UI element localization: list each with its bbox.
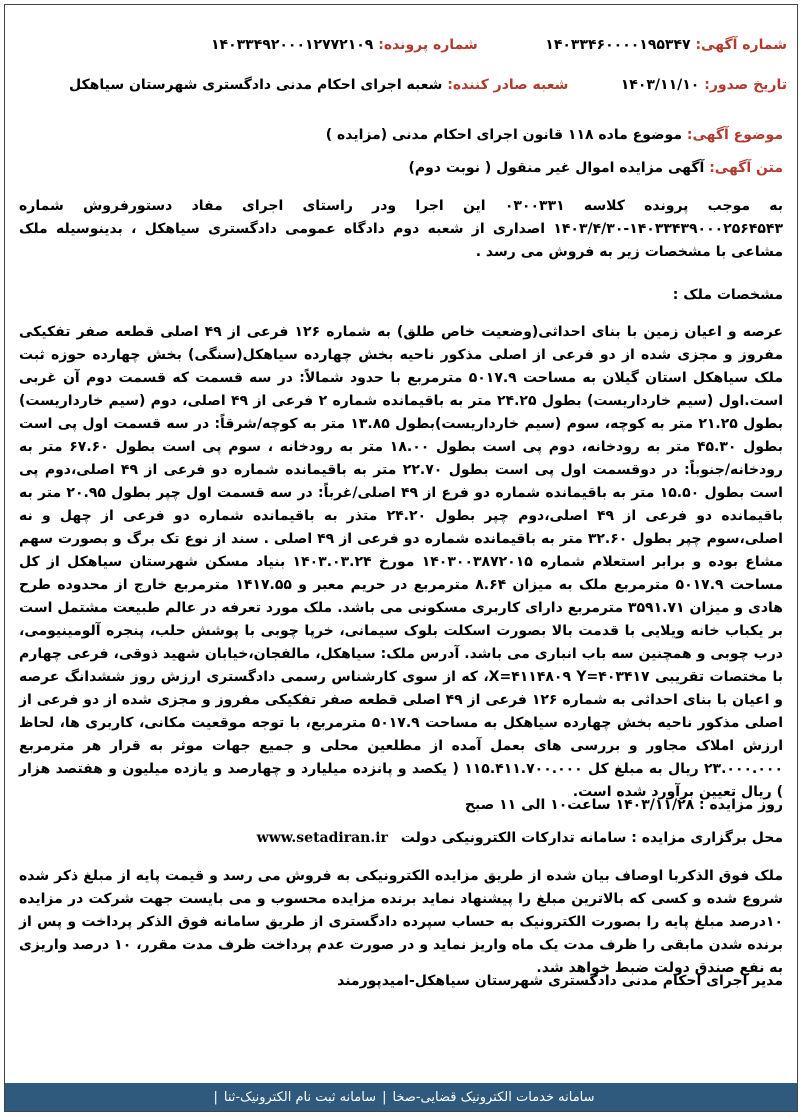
issue-date-row xyxy=(621,77,787,93)
case-number-label: شماره پرونده: xyxy=(378,37,478,53)
signature: مدیر اجرای احکام مدنی دادگستری شهرستان سیاهکل-امیدپورمند xyxy=(337,973,783,989)
case-number-row xyxy=(211,37,478,53)
subject-label: موضوع آگهی: xyxy=(686,127,783,143)
auction-place-row xyxy=(257,830,783,846)
notice-number: ۱۴۰۳۳۴۶۰۰۰۰۱۹۵۳۴۷ xyxy=(545,37,691,53)
footer-separator: | xyxy=(382,1089,387,1105)
specs-paragraph: عرصه و اعیان زمین با بنای احداثی(وضعیت خاص طلق) به شماره ۱۲۶ فرعی از ۴۹ اصلی قطعه صفر تفکیکی مفروز و مجزی شده از دو فرعی از اصلی مذکور ناحیه بخش چهارده سیاهکل(سنگی) بخش چهارده حوزه ثبت ملک سیاهکل استان گیلان به مساحت ۵۰۱۷.۹ مترمربع با حدود شمالاً: در سه قسمت که قسمت دوم آن غربی است.اول (سیم خارداریست) بطول ۲۴.۲۵ متر به باقیمانده شماره ۲ فرعی از ۴۹ اصلی، دوم (سیم خارداریست) بطول ۲۱.۲۵ متر به کوچه، سوم (سیم خارداریست)بطول ۱۳.۸۵ متر به کوچه/شرقاً: در سه قسمت اول پی است بطول ۴۵.۳۰ متر به رودخانه، دوم پی است بطول ۱۸.۰۰ متر به رودخانه ، سوم پی است بطول ۶۷.۶۰ متر به رودخانه/جنوباً: در دوقسمت اول پی است بطول ۲۲.۷۰ متر به باقیمانده شماره دو فرعی از ۴۹ اصلی،دوم پی است بطول ۱۵.۵۰ متر به باقیمانده شماره دو فرع از ۴۹ اصلی/غرباً: در سه قسمت اول چپر بطول ۲۰.۹۵ متر به باقیمانده دو فرعی از ۴۹ اصلی،دوم چپر بطول ۲۴.۲۰ متذر به باقیمانده شماره دو فرعی از چهل و نه اصلی،سوم چپر بطول ۳۲.۶۰ متر به باقیمانده شماره دو فرعی از ۴۹ اصلی . سند از نوع تک برگ و بصورت سهم مشاع بوده و برابر استعلام شماره ۱۴۰۳۰۰۳۸۷۲۰۱۵ مورخ ۱۴۰۳.۰۳.۲۴ بنیاد مسکن شهرستان سیاهکل از کل مساحت ۵۰۱۷.۹ مترمربع ملک به میزان ۸.۶۴ مترمربع در حریم معبر و ۱۴۱۷.۵۵ مترمربع خارج از محدوده طرح هادی و میزان ۳۵۹۱.۷۱ مترمربع دارای کاربری مسکونی می باشد. ملک مورد تعرفه در عالم طبیعت مشتمل است بر یکباب خانه ویلایی با قدمت بالا بصورت اسکلت بلوک سیمانی، خرپا چوبی با پوشش حلب، پنجره آلومینیومی، درب چوبی و همچنین سه باب انباری می باشد. آدرس ملک: سیاهکل، مالفجان،خیابان شهید ذوقی، فرعی چهارم با مختصات تقریبی X=۴۱۱۴۸۰۹ Y=۴۰۳۴۱۷، که از سوی کارشناس رسمی دادگستری ارزش روز ششدانگ عرصه و اعیان با بنای احداثی به شماره ۱۲۶ فرعی از ۴۹ اصلی قطعه صفر تفکیکی مفروز و مجزی شده از دو فرعی از اصلی مذکور ناحیه بخش چهارده سیاهکل به مساحت ۵۰۱۷.۹ مترمربع، با توجه موقعیت مکانی، کاربری ها، لحاظ ارزش املاک مجاور و بررسی های بعمل آمده از مطلعین محلی و جمیع جهات موثر به قرار هر مترمربع ۲۳.۰۰۰.۰۰۰ ریال به مبلغ کل ۱۱۵.۴۱۱.۷۰۰.۰۰۰ ( یکصد و پانزده میلیارد و چهارصد و یازده میلیون و هفتصد هزار ) ریال تعیین برآورد شده است. xyxy=(19,324,784,800)
issue-date: ۱۴۰۳/۱۱/۱۰ xyxy=(620,77,700,93)
auction-site-link[interactable]: www.setadiran.ir xyxy=(256,830,388,846)
issuer-row xyxy=(69,77,568,93)
footer-link-sana[interactable]: سامانه ثبت نام الکترونیک-ثنا xyxy=(223,1089,377,1105)
notice-page xyxy=(4,4,798,1112)
text-title-value: آگهی مزایده اموال غیر منقول ( نوبت دوم) xyxy=(408,160,705,176)
auction-place-value: سامانه تدارکات الکترونیکی دولت xyxy=(400,830,627,846)
text-title-label: متن آگهی: xyxy=(709,160,783,176)
auction-place-label: محل برگزاری مزایده : xyxy=(631,830,783,846)
notice-number-label: شماره آگهی: xyxy=(695,37,787,53)
notice-number-row xyxy=(545,37,787,53)
issue-date-label: تاریخ صدور: xyxy=(704,77,787,93)
auction-day-label: روز مزایده : xyxy=(699,797,783,813)
terms-paragraph: ملک فوق الذکربا اوصاف بیان شده از طریق مزایده الکترونیکی به فروش می رسد و قیمت پایه از مبلغ ذکر شده شروع شده و کسی که بالاترین مبلغ را پیشنهاد نماید برنده مزایده محسوب و می بایست جهت شرکت در مزایده ۱۰درصد مبلغ پایه را بصورت الکترونیک به حساب سپرده دادگستری از طریق سامانه فوق الذکر پرداخت و پس از برنده شدن مابقی را ظرف مدت یک ماه واریز نماید و در صورت عدم پرداخت ظرف مدت مقرر، ۱۰ درصد واریزی به نفع صندق دولت ضبط خواهد شد. xyxy=(19,868,783,976)
issuer: شعبه اجرای احکام مدنی دادگستری شهرستان سیاهکل xyxy=(69,77,443,93)
specs-heading: مشخصات ملک : xyxy=(672,287,783,303)
auction-day-value: ۱۴۰۳/۱۱/۲۸ ساعت۱۰ الی ۱۱ صبح xyxy=(464,797,695,813)
footer-link-sakha[interactable]: سامانه خدمات الکترونیک قضایی-صخا xyxy=(392,1089,595,1105)
subject-value: موضوع ماده ۱۱۸ قانون اجرای احکام مدنی (مزایده ) xyxy=(325,127,682,143)
issuer-label: شعبه صادر کننده: xyxy=(447,77,569,93)
text-title-row xyxy=(408,160,783,176)
auction-day-row xyxy=(465,797,783,813)
footer-bar xyxy=(5,1083,797,1111)
intro-paragraph: به موجب پرونده کلاسه ۰۳۰۰۳۳۱ این اجرا ودر راستای اجرای مفاد دستورفروش شماره ۱۴۰۳۳۴۳۹۰۰۰۲۵۶۴۵۴۳-۱۴۰۳/۴/۳۰ اصداری از شعبه دوم دادگاه عمومی دادگستری سیاهکل ، بدینوسیله ملک مشاعی با مشخصات زیر به فروش می رسد . xyxy=(19,198,784,260)
footer-separator-end: | xyxy=(213,1089,218,1105)
case-number: ۱۴۰۳۳۴۹۲۰۰۰۱۲۷۷۲۱۰۹ xyxy=(211,37,374,53)
subject-row xyxy=(326,127,783,143)
